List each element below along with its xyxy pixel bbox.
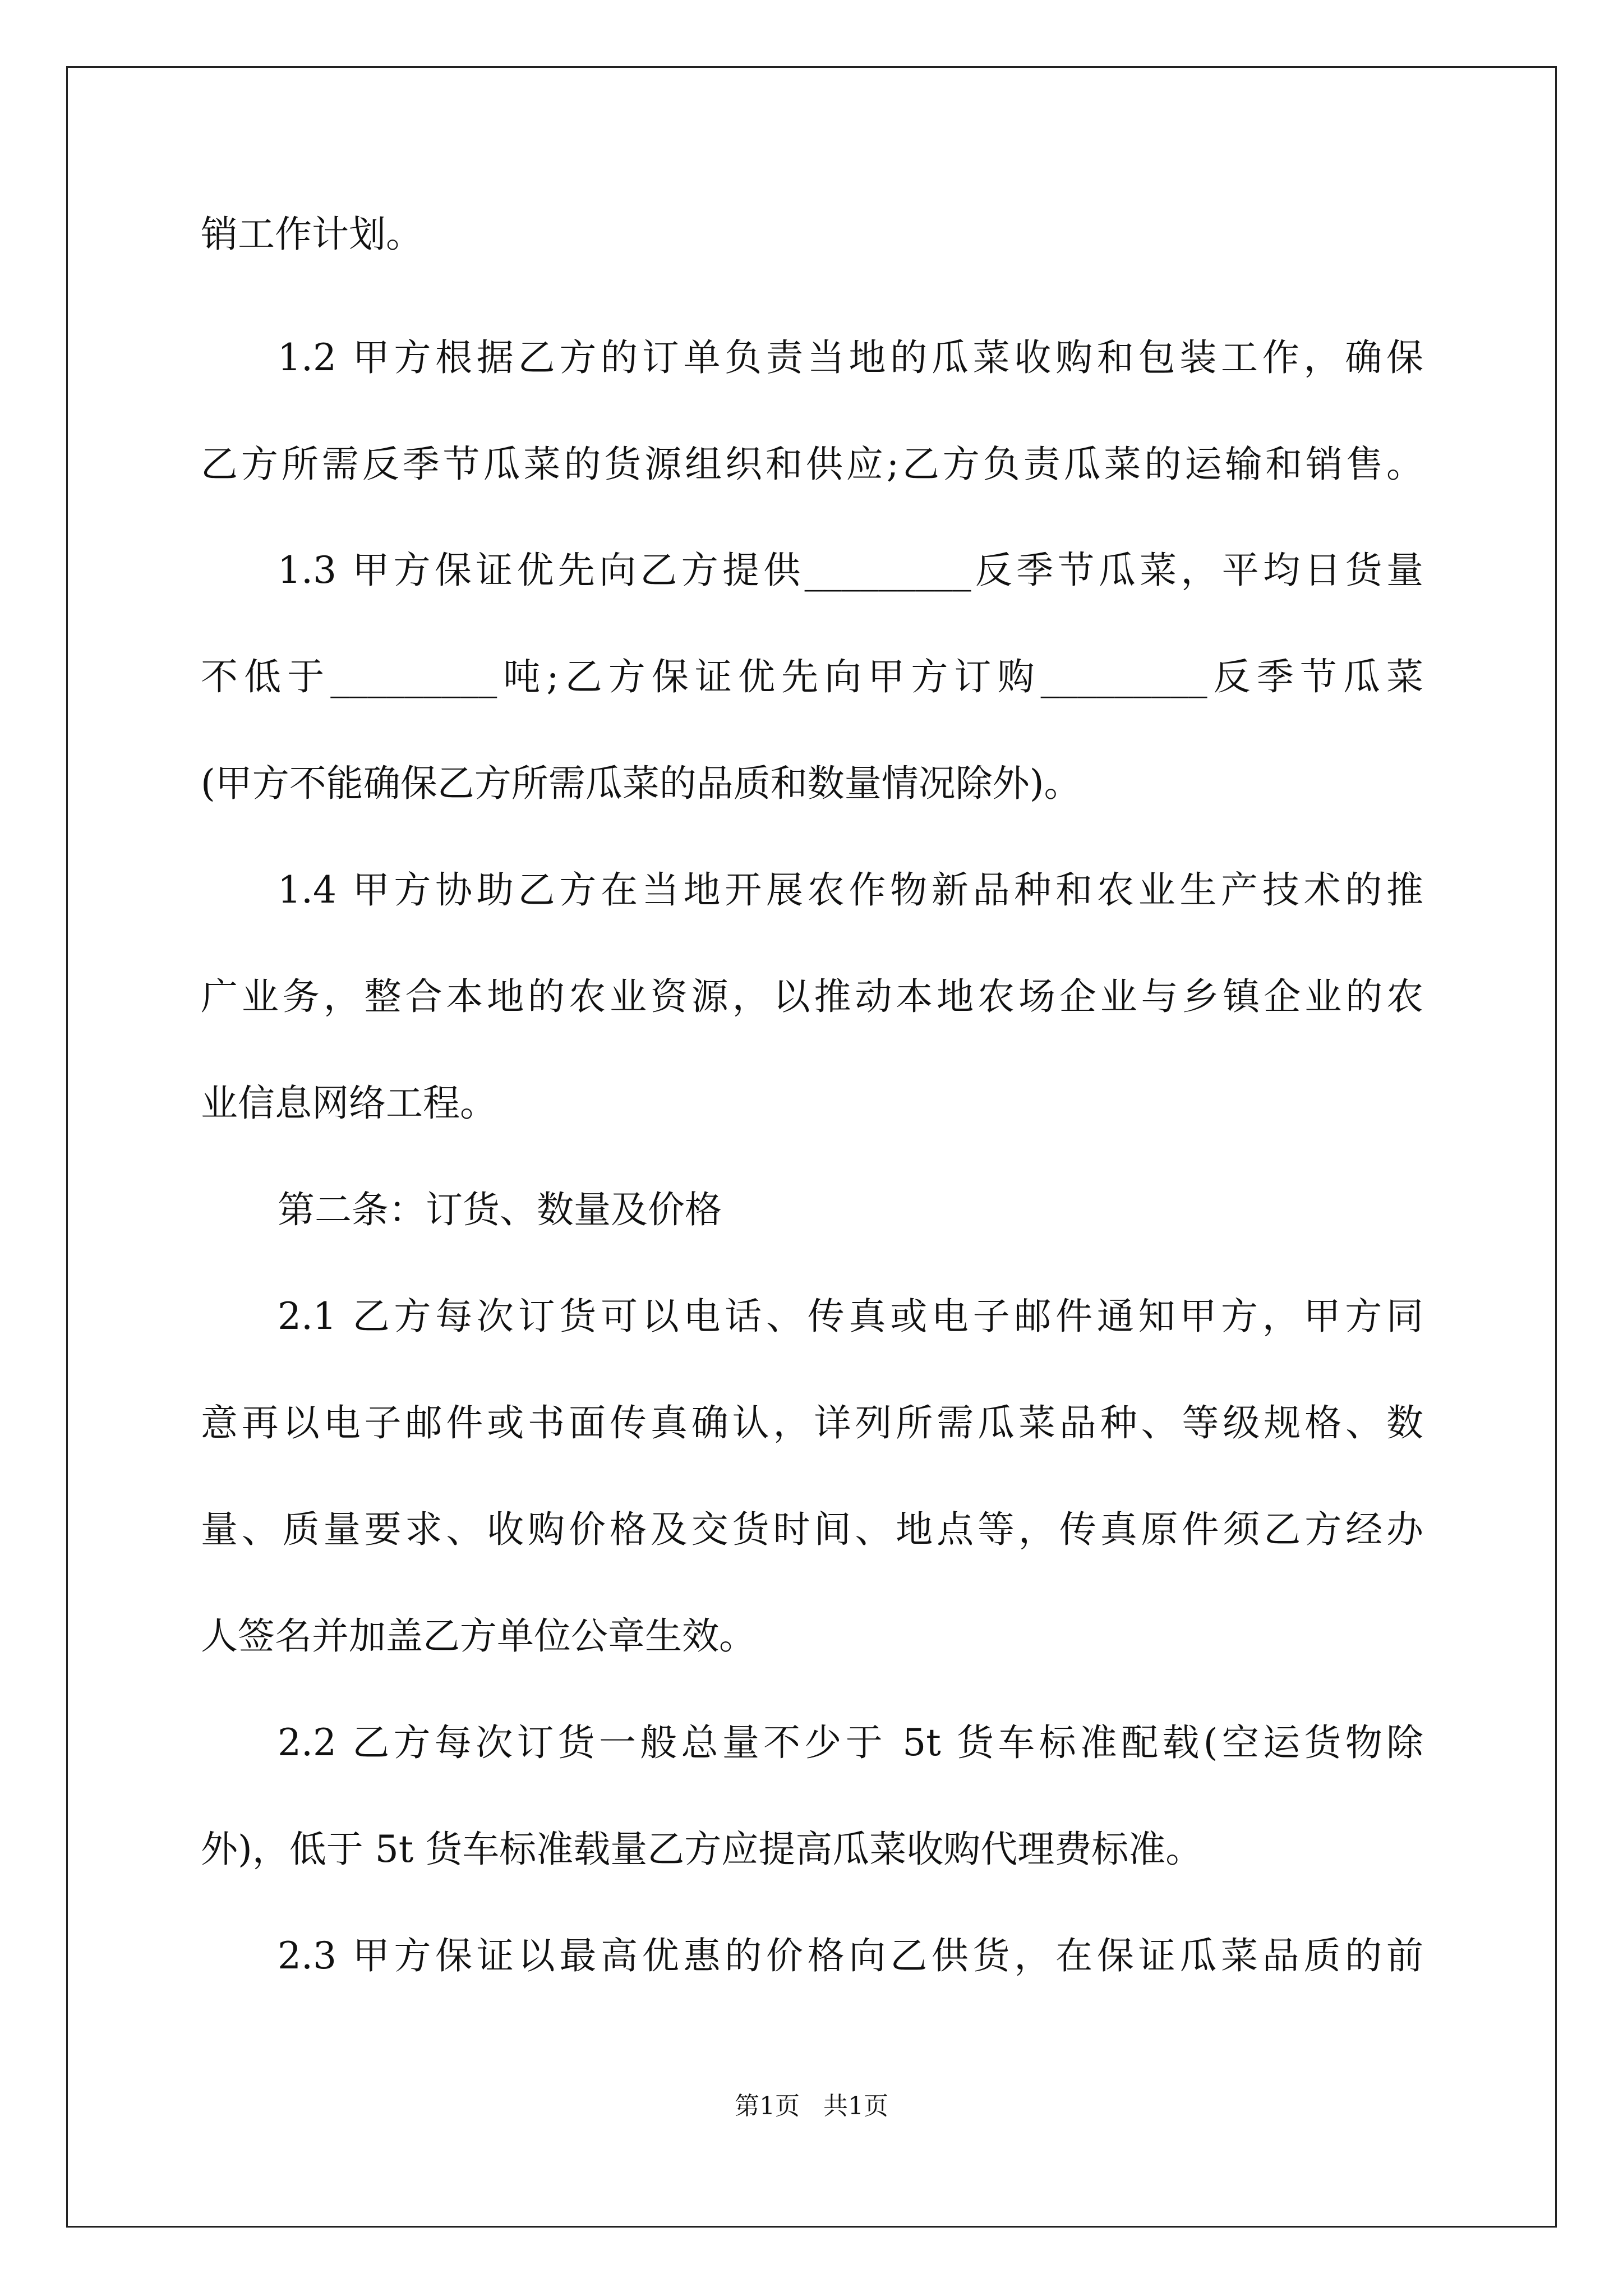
- paragraph-line: (甲方不能确保乙方所需瓜菜的品质和数量情况除外)。: [201, 762, 1081, 805]
- paragraph-line: 销工作计划。: [201, 213, 423, 256]
- paragraph-line: 1.4 甲方协助乙方在当地开展农作物新品种和农业生产技术的推: [278, 868, 1423, 912]
- paragraph-line: 外)，低于 5t 货车标准载量乙方应提高瓜菜收购代理费标准。: [201, 1828, 1203, 1871]
- paragraph-line: 意再以电子邮件或书面传真确认，详列所需瓜菜品种、等级规格、数: [201, 1401, 1423, 1444]
- page-border: [66, 66, 1557, 2228]
- paragraph-line: 人签名并加盖乙方单位公章生效。: [201, 1614, 756, 1658]
- paragraph-line: 业信息网络工程。: [201, 1082, 497, 1125]
- paragraph-line: 1.3 甲方保证优先向乙方提供_________反季节瓜菜，平均日货量: [278, 549, 1423, 592]
- paragraph-line: 量、质量要求、收购价格及交货时间、地点等，传真原件须乙方经办: [201, 1508, 1423, 1551]
- section-heading: 第二条：订货、数量及价格: [278, 1188, 722, 1231]
- paragraph-line: 不低于_________吨;乙方保证优先向甲方订购_________反季节瓜菜: [201, 655, 1423, 698]
- page-footer: 第1页 共1页: [735, 2092, 888, 2120]
- paragraph-line: 2.2 乙方每次订货一般总量不少于 5t 货车标准配载(空运货物除: [278, 1721, 1423, 1764]
- paragraph-line: 2.3 甲方保证以最高优惠的价格向乙供货，在保证瓜菜品质的前: [278, 1934, 1423, 1977]
- paragraph-line: 乙方所需反季节瓜菜的货源组织和供应;乙方负责瓜菜的运输和销售。: [201, 443, 1423, 486]
- paragraph-line: 2.1 乙方每次订货可以电话、传真或电子邮件通知甲方，甲方同: [278, 1295, 1423, 1338]
- paragraph-line: 广业务，整合本地的农业资源，以推动本地农场企业与乡镇企业的农: [201, 975, 1423, 1018]
- paragraph-line: 1.2 甲方根据乙方的订单负责当地的瓜菜收购和包装工作，确保: [278, 336, 1423, 379]
